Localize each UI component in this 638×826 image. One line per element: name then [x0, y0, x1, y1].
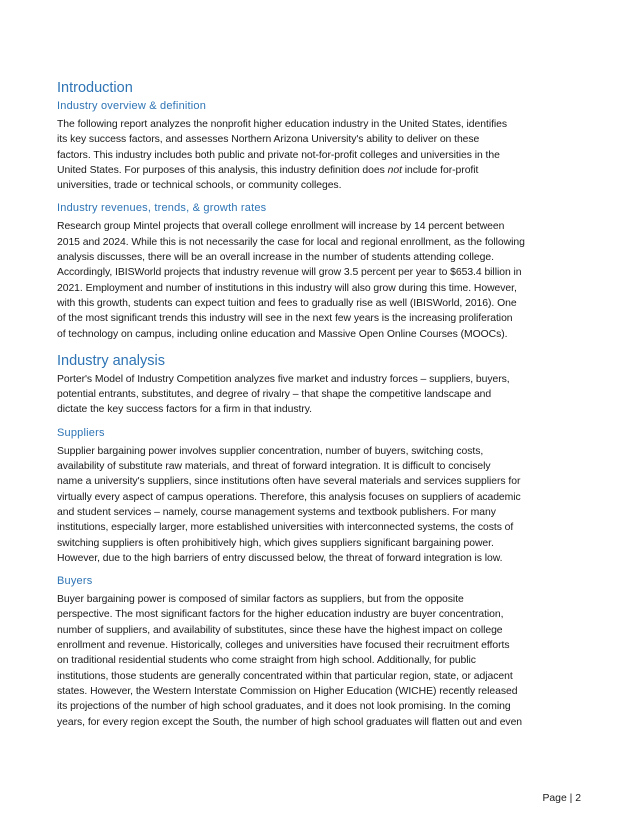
paragraph-line: its projections of the number of high school graduates, and it does not look promising. In the coming [57, 701, 511, 713]
paragraph-line: years, for every region except the South, the number of high school graduates will flatten out and even [57, 716, 523, 728]
paragraph-line [57, 163, 587, 178]
paragraph-line: factors. This industry includes both public and private not-for-profit colleges and universities in the [57, 149, 500, 161]
industry-revenues-heading: Industry revenues, trends, & growth rates [57, 202, 267, 215]
paragraph-line: number of suppliers, and availability of substitutes, since these have the highest impact on college [57, 624, 503, 636]
paragraph-text: United States. For purposes of this analysis, this industry definition does [57, 164, 385, 176]
industry-revenues-paragraph [57, 219, 587, 341]
paragraph-line: potential entrants, substitutes, and degree of rivalry – that shape the competitive landscape and [57, 389, 492, 401]
paragraph-line: Research group Mintel projects that overall college enrollment will increase by 14 percent between [57, 221, 505, 233]
paragraph-line: its key success factors, and assesses Northern Arizona University's ability to deliver on these [57, 134, 480, 146]
industry-overview-paragraph [57, 117, 587, 193]
page-content [57, 79, 587, 738]
paragraph-line: perspective. The most significant factors for the higher education industry are buyer concentration, [57, 609, 504, 621]
paragraph-line: universities, trade or technical schools, or community colleges. [57, 180, 342, 192]
paragraph-line: with this growth, students can expect tuition and fees to gradually rise as well (IBISWorld, 2016). One [57, 297, 517, 309]
paragraph-line: switching suppliers is often prohibitively high, which gives suppliers significant bargaining power. [57, 537, 494, 549]
industry-analysis-paragraph [57, 372, 587, 418]
paragraph-line: analysis discusses, there will be an overall increase in the number of students attending college. [57, 252, 494, 264]
paragraph-line: on traditional residential students who come straight from high school. Additionally, for public [57, 655, 476, 667]
paragraph-line: enrollment and revenue. Historically, colleges and universities have focused their recruitment efforts [57, 640, 510, 652]
paragraph-line: Porter's Model of Industry Competition analyzes five market and industry forces – suppliers, buyers, [57, 373, 510, 385]
introduction-heading: Introduction [57, 80, 133, 96]
paragraph-line: availability of substitute raw materials, and threat of forward integration. It is difficult to concisely [57, 461, 491, 473]
paragraph-line: institutions, especially larger, more established universities with interconnected systems, the costs of [57, 522, 514, 534]
paragraph-line: institutions, those students are generally concentrated within that particular region, state, or adjacent [57, 670, 513, 682]
paragraph-line: name a university's suppliers, since institutions often have several materials and services suppliers for [57, 476, 521, 488]
paragraph-line: of technology on campus, including online education and Massive Open Online Courses (MOOCs). [57, 328, 508, 340]
emphasized-text: not [387, 164, 402, 176]
buyers-heading: Buyers [57, 575, 93, 588]
paragraph-line: Buyer bargaining power is composed of similar factors as suppliers, but from the opposite [57, 594, 464, 606]
buyers-paragraph [57, 592, 587, 730]
paragraph-line: 2015 and 2024. While this is not necessarily the case for local and regional enrollment, as the following [57, 236, 525, 248]
paragraph-line: The following report analyzes the nonprofit higher education industry in the United States, identifies [57, 119, 508, 130]
page-number: Page | 2 [542, 793, 581, 804]
paragraph-line: states. However, the Western Interstate Commission on Higher Education (WICHE) recently released [57, 685, 518, 697]
suppliers-paragraph [57, 444, 587, 566]
industry-overview-heading: Industry overview & definition [57, 100, 207, 112]
paragraph-line: However, due to the high barriers of entry discussed below, the threat of forward integration is low. [57, 552, 503, 564]
paragraph-text: include for-profit [401, 164, 479, 176]
paragraph-line: Supplier bargaining power involves supplier concentration, number of buyers, switching costs, [57, 445, 484, 457]
paragraph-line: 2021. Employment and number of institutions in this industry will also grow during this time. However, [57, 282, 517, 294]
suppliers-heading: Suppliers [57, 426, 105, 439]
paragraph-line: of the most significant trends this industry will see in the next few years is the increasing proliferation [57, 313, 513, 325]
paragraph-line: Accordingly, IBISWorld projects that industry revenue will grow 3.5 percent per year to $653.4 billion in [57, 267, 522, 279]
paragraph-line: dictate the key success factors for a firm in that industry. [57, 404, 312, 416]
industry-analysis-heading: Industry analysis [57, 352, 165, 369]
paragraph-line: virtually every aspect of campus operations. Therefore, this analysis focuses on suppliers of academic [57, 491, 521, 503]
paragraph-line: and student services – namely, course management systems and textbook publishers. For many [57, 506, 496, 518]
